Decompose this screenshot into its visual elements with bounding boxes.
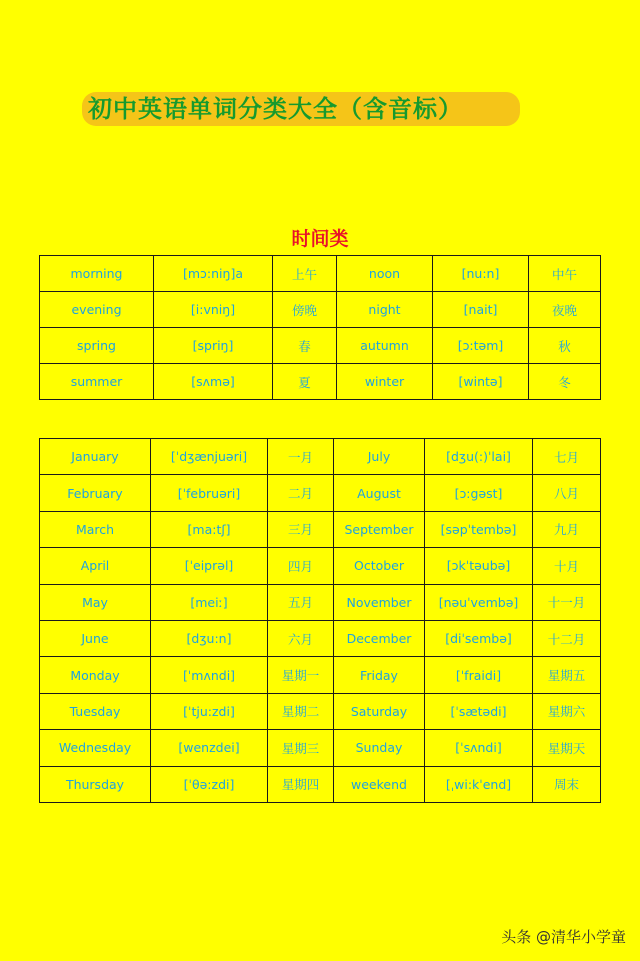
phonetic-cell: [nəuˈvembə] xyxy=(425,584,533,620)
table-row xyxy=(40,657,601,693)
table-row xyxy=(40,256,601,292)
phonetic-cell: [ɔ:gəst] xyxy=(425,475,533,511)
phonetic-cell: [ɔ:təm] xyxy=(433,328,529,364)
vocab-table-months-days xyxy=(39,438,601,803)
meaning-cell: 七月 xyxy=(533,439,601,475)
word-cell: summer xyxy=(40,364,154,400)
word-cell: September xyxy=(334,511,425,547)
phonetic-cell: [diˈsembə] xyxy=(425,620,533,656)
word-cell: morning xyxy=(40,256,154,292)
meaning-cell: 星期二 xyxy=(268,693,334,729)
table-row xyxy=(40,364,601,400)
meaning-cell: 中午 xyxy=(529,256,601,292)
word-cell: night xyxy=(337,292,433,328)
meaning-cell: 八月 xyxy=(533,475,601,511)
meaning-cell: 四月 xyxy=(268,548,334,584)
word-cell: Friday xyxy=(334,657,425,693)
meaning-cell: 傍晚 xyxy=(273,292,337,328)
table-row xyxy=(40,511,601,547)
meaning-cell: 十二月 xyxy=(533,620,601,656)
phonetic-cell: [nait] xyxy=(433,292,529,328)
phonetic-cell: [meiː] xyxy=(151,584,268,620)
word-cell: December xyxy=(334,620,425,656)
phonetic-cell: [ˈeiprəl] xyxy=(151,548,268,584)
meaning-cell: 五月 xyxy=(268,584,334,620)
meaning-cell: 冬 xyxy=(529,364,601,400)
table-row xyxy=(40,328,601,364)
word-cell: winter xyxy=(337,364,433,400)
meaning-cell: 上午 xyxy=(273,256,337,292)
word-cell: noon xyxy=(337,256,433,292)
meaning-cell: 秋 xyxy=(529,328,601,364)
watermark: 头条 @清华小学童 xyxy=(501,928,626,946)
phonetic-cell: [ma:tʃ] xyxy=(151,511,268,547)
phonetic-cell: [mɔ:niŋ]a xyxy=(154,256,273,292)
word-cell: Monday xyxy=(40,657,151,693)
word-cell: Tuesday xyxy=(40,693,151,729)
phonetic-cell: [wenzdei] xyxy=(151,730,268,766)
phonetic-cell: [ɔkˈtəubə] xyxy=(425,548,533,584)
table-row xyxy=(40,766,601,802)
meaning-cell: 星期四 xyxy=(268,766,334,802)
vocab-table-times-seasons xyxy=(39,255,601,400)
word-cell: January xyxy=(40,439,151,475)
meaning-cell: 周末 xyxy=(533,766,601,802)
section-title: 时间类 xyxy=(291,228,349,250)
word-cell: August xyxy=(334,475,425,511)
word-cell: weekend xyxy=(334,766,425,802)
table-row xyxy=(40,548,601,584)
table-row xyxy=(40,292,601,328)
meaning-cell: 春 xyxy=(273,328,337,364)
table-row xyxy=(40,584,601,620)
phonetic-cell: [səpˈtembə] xyxy=(425,511,533,547)
meaning-cell: 二月 xyxy=(268,475,334,511)
meaning-cell: 星期六 xyxy=(533,693,601,729)
word-cell: May xyxy=(40,584,151,620)
table-row xyxy=(40,693,601,729)
meaning-cell: 三月 xyxy=(268,511,334,547)
phonetic-cell: [sʌmə] xyxy=(154,364,273,400)
word-cell: Saturday xyxy=(334,693,425,729)
word-cell: autumn xyxy=(337,328,433,364)
phonetic-cell: [ˈmʌndi] xyxy=(151,657,268,693)
table-row xyxy=(40,620,601,656)
table-row xyxy=(40,439,601,475)
meaning-cell: 星期五 xyxy=(533,657,601,693)
meaning-cell: 六月 xyxy=(268,620,334,656)
word-cell: July xyxy=(334,439,425,475)
table-row xyxy=(40,475,601,511)
word-cell: February xyxy=(40,475,151,511)
phonetic-cell: [nu:n] xyxy=(433,256,529,292)
phonetic-cell: [dʒu(:)ˈlai] xyxy=(425,439,533,475)
meaning-cell: 九月 xyxy=(533,511,601,547)
phonetic-cell: [ˈfraidi] xyxy=(425,657,533,693)
word-cell: June xyxy=(40,620,151,656)
phonetic-cell: [ˈtju:zdi] xyxy=(151,693,268,729)
word-cell: Wednesday xyxy=(40,730,151,766)
phonetic-cell: [dʒu:n] xyxy=(151,620,268,656)
meaning-cell: 星期天 xyxy=(533,730,601,766)
word-cell: April xyxy=(40,548,151,584)
word-cell: Sunday xyxy=(334,730,425,766)
phonetic-cell: [ˈθə:zdi] xyxy=(151,766,268,802)
table-row xyxy=(40,730,601,766)
phonetic-cell: [i:vniŋ] xyxy=(154,292,273,328)
meaning-cell: 一月 xyxy=(268,439,334,475)
meaning-cell: 十月 xyxy=(533,548,601,584)
word-cell: evening xyxy=(40,292,154,328)
phonetic-cell: [ˈdʒænjuəri] xyxy=(151,439,268,475)
phonetic-cell: [spriŋ] xyxy=(154,328,273,364)
phonetic-cell: [ˈsʌndi] xyxy=(425,730,533,766)
word-cell: October xyxy=(334,548,425,584)
word-cell: spring xyxy=(40,328,154,364)
word-cell: November xyxy=(334,584,425,620)
word-cell: Thursday xyxy=(40,766,151,802)
meaning-cell: 十一月 xyxy=(533,584,601,620)
word-cell: March xyxy=(40,511,151,547)
page-title: 初中英语单词分类大全（含音标） xyxy=(88,95,463,123)
meaning-cell: 夏 xyxy=(273,364,337,400)
phonetic-cell: [wintə] xyxy=(433,364,529,400)
phonetic-cell: [ˈsætədi] xyxy=(425,693,533,729)
meaning-cell: 星期一 xyxy=(268,657,334,693)
phonetic-cell: [ˈfebruəri] xyxy=(151,475,268,511)
meaning-cell: 夜晚 xyxy=(529,292,601,328)
phonetic-cell: [ˌwi:kˈend] xyxy=(425,766,533,802)
meaning-cell: 星期三 xyxy=(268,730,334,766)
